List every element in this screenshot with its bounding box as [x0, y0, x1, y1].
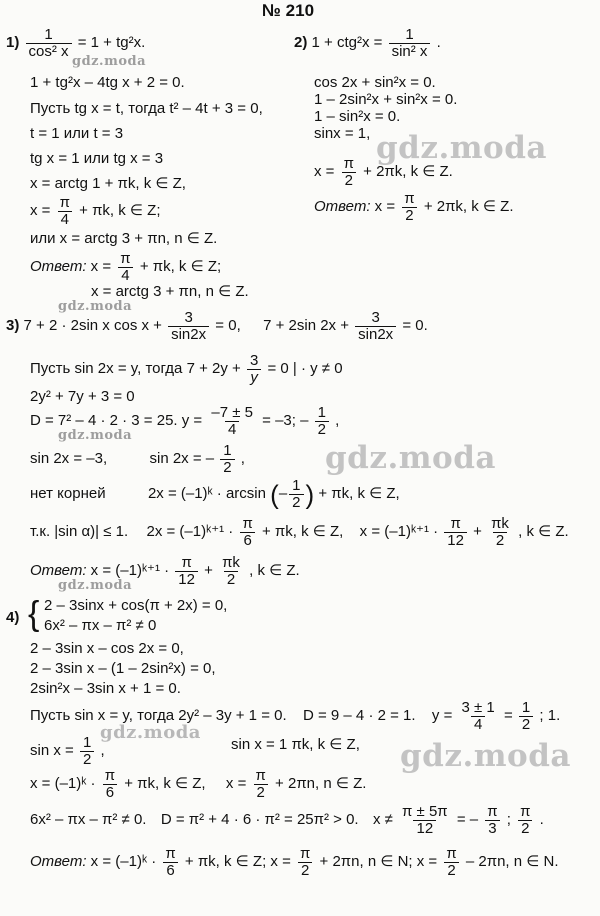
text: x =: [314, 163, 335, 181]
text: =: [503, 707, 513, 725]
text: sin x =: [30, 742, 74, 760]
part3-line: 2y² + 7y + 3 = 0: [30, 388, 135, 405]
denominator: 2: [224, 571, 238, 588]
text: –: [278, 485, 288, 503]
text: , k ∈ Z.: [518, 523, 569, 541]
text: .: [436, 34, 441, 52]
text: Пусть sin 2x = y, тогда 7 + 2y +: [30, 360, 241, 378]
numerator: πk: [491, 515, 509, 532]
text: ;: [506, 811, 511, 829]
fraction: [341, 156, 357, 189]
numerator: π: [450, 515, 461, 532]
text: .: [539, 811, 544, 829]
text: + 2πn, n ∈ N; x =: [319, 853, 438, 871]
numerator: π: [446, 845, 457, 862]
denominator: 2: [493, 532, 507, 549]
text: y =: [181, 412, 203, 430]
part3-line: [30, 478, 400, 511]
part1-line: Пусть tg x = t, тогда t² – 4t + 3 = 0,: [30, 100, 263, 117]
text: + πk, k ∈ Z;: [139, 258, 222, 276]
fraction: [253, 768, 269, 801]
part3-equation: [6, 310, 428, 343]
text: + 2πn, n ∈ Z.: [275, 775, 367, 793]
denominator: 2: [315, 421, 329, 438]
numerator: π: [520, 803, 531, 820]
denominator: sin2x: [168, 326, 209, 343]
part3-number: 3): [6, 317, 20, 335]
numerator: π: [165, 845, 176, 862]
text: – 2πn, n ∈ N.: [465, 853, 559, 871]
text: 1 + ctg²x =: [311, 34, 383, 52]
text: x = (–1)ᵏ⁺¹ ·: [359, 523, 439, 541]
text: x ≠: [372, 811, 393, 829]
text: +: [204, 562, 213, 580]
watermark: gdz.moda: [58, 299, 133, 314]
fraction: [517, 804, 533, 837]
denominator: 4: [118, 267, 132, 284]
fraction: [168, 310, 209, 343]
text: = –3; –: [262, 412, 309, 430]
text: + 2πk, k ∈ Z.: [363, 163, 453, 181]
fraction: [219, 555, 243, 588]
denominator: 6: [163, 862, 177, 879]
answer-label: Ответ:: [30, 562, 87, 580]
fraction: [220, 443, 234, 476]
numerator: π: [487, 803, 498, 820]
text: 2x = (–1)ᵏ · arcsin: [147, 485, 266, 503]
denominator: 6: [240, 532, 254, 549]
bracket: (: [270, 479, 279, 510]
denominator: 4: [225, 421, 239, 438]
numerator: 1: [223, 442, 232, 459]
numerator: π: [255, 767, 266, 784]
fraction: [443, 846, 459, 879]
watermark: gdz.moda: [400, 738, 571, 774]
system-line-2: 6x² – πx – π² ≠ 0: [44, 617, 157, 634]
fraction: [117, 251, 133, 284]
numerator: π: [104, 767, 116, 784]
part2-line: sinx = 1,: [314, 125, 371, 142]
fraction: [519, 700, 533, 733]
text: x =: [374, 198, 396, 216]
text: = 0 | · y ≠ 0: [267, 360, 343, 378]
text: ,: [100, 742, 105, 760]
text: 2x = (–1)ᵏ⁺¹ ·: [146, 523, 234, 541]
watermark: gdz.moda: [58, 578, 133, 593]
numerator: –7 ± 5: [211, 404, 253, 421]
fraction: [57, 195, 73, 228]
denominator: 2: [298, 862, 312, 879]
fraction: [389, 27, 431, 60]
bracket: ): [305, 479, 315, 510]
denominator: y: [247, 369, 261, 386]
text: = 0,: [215, 317, 241, 335]
denominator: cos² x: [26, 43, 72, 60]
text: D = π² + 4 · 6 · π² = 25π² > 0.: [160, 811, 359, 829]
text: +: [473, 523, 482, 541]
part4-line: [30, 768, 366, 801]
part4-line: sin x = 1 πk, k ∈ Z,: [231, 736, 360, 753]
text: x = (–1)ᵏ⁺¹ ·: [90, 562, 170, 580]
part4-number: 4): [6, 609, 20, 626]
text: = 0.: [402, 317, 428, 335]
text: Пусть sin x = y, тогда 2y² – 3y + 1 = 0.: [30, 707, 287, 725]
denominator: 2: [80, 751, 94, 768]
part2-answer: [314, 191, 514, 224]
part1-line: tg x = 1 или tg x = 3: [30, 150, 164, 167]
denominator: sin² x: [389, 43, 431, 60]
text: + πk, k ∈ Z,: [318, 485, 400, 503]
text: x = (–1)ᵏ ·: [30, 775, 96, 793]
part2-line: cos 2x + sin²x = 0.: [314, 74, 436, 91]
denominator: 2: [289, 494, 303, 511]
problem-title: № 210: [262, 1, 315, 20]
part4-line: [30, 804, 544, 837]
denominator: 2: [220, 459, 234, 476]
text: x = (–1)ᵏ ·: [90, 853, 157, 871]
text: x =: [30, 202, 51, 220]
text: , k ∈ Z.: [249, 562, 300, 580]
numerator: π: [181, 554, 192, 571]
denominator: 3: [485, 820, 499, 837]
denominator: 2: [402, 207, 416, 224]
numerator: 1: [405, 26, 414, 43]
part4-line: 2sin²x – 3sin x + 1 = 0.: [30, 680, 181, 697]
part2-line: 1 – 2sin²x + sin²x = 0.: [314, 91, 458, 108]
text: D = 7² – 4 · 2 · 3 = 25.: [30, 412, 178, 430]
answer-label: Ответ:: [30, 258, 87, 276]
text: 7 + 2 · 2sin x cos x +: [23, 317, 162, 335]
part1-answer: [30, 251, 221, 284]
fraction: [175, 555, 198, 588]
denominator: 12: [413, 820, 436, 837]
watermark: gdz.moda: [325, 440, 496, 476]
fraction: [484, 804, 500, 837]
denominator: 2: [254, 784, 268, 801]
numerator: 1: [44, 26, 53, 43]
fraction: [488, 516, 512, 549]
numerator: π ± 5π: [402, 803, 448, 820]
fraction: [26, 27, 72, 60]
denominator: 4: [471, 716, 485, 733]
numerator: π: [343, 155, 354, 172]
text: sin 2x = –3,: [30, 450, 108, 468]
fraction: [399, 804, 451, 837]
denominator: 2: [342, 172, 356, 189]
text: D = 9 – 4 · 2 = 1.: [302, 707, 416, 725]
denominator: 2: [519, 716, 533, 733]
part1-answer-line: x = arctg 3 + πn, n ∈ Z.: [91, 283, 249, 300]
system-line-1: 2 – 3sinx + cos(π + 2x) = 0,: [44, 597, 228, 614]
numerator: π: [242, 515, 253, 532]
text: x =: [90, 258, 112, 276]
fraction: [208, 405, 256, 438]
text: + πk, k ∈ Z,: [124, 775, 206, 793]
part1-number: 1): [6, 34, 20, 52]
text: + πk, k ∈ Z; x =: [184, 853, 291, 871]
denominator: sin2x: [355, 326, 396, 343]
fraction: [289, 478, 303, 511]
numerator: π: [120, 250, 131, 267]
watermark: gdz.moda: [58, 428, 133, 443]
part4-line: [30, 735, 105, 768]
text: 7 + 2sin 2x +: [263, 317, 349, 335]
denominator: 12: [175, 571, 198, 588]
numerator: π: [404, 190, 415, 207]
fraction: [247, 353, 261, 386]
text: y =: [431, 707, 453, 725]
fraction: [401, 191, 417, 224]
watermark: gdz.moda: [376, 130, 547, 166]
numerator: πk: [222, 554, 240, 571]
part4-line: 2 – 3sin x – (1 – 2sin²x) = 0,: [30, 660, 216, 677]
text: + πk, k ∈ Z;: [79, 202, 161, 220]
fraction: [459, 700, 498, 733]
fraction: [102, 768, 118, 801]
denominator: 2: [444, 862, 458, 879]
numerator: 1: [317, 404, 326, 421]
text: x =: [225, 775, 247, 793]
numerator: 3 ± 1: [461, 699, 495, 716]
watermark: gdz.moda: [72, 54, 147, 69]
part2-line: 1 – sin²x = 0.: [314, 108, 401, 125]
text: + πk, k ∈ Z,: [261, 523, 344, 541]
numerator: 1: [82, 734, 92, 751]
part1-line: 1 + tg²x – 4tg x + 2 = 0.: [30, 74, 185, 91]
numerator: 3: [249, 352, 259, 369]
text: = –: [456, 811, 479, 829]
text: = 1 + tg²x.: [77, 34, 146, 52]
fraction: [355, 310, 396, 343]
part4-answer: [30, 846, 559, 879]
fraction: [315, 405, 329, 438]
part4-line: 2 – 3sin x – cos 2x = 0,: [30, 640, 184, 657]
denominator: 4: [58, 211, 72, 228]
numerator: 1: [292, 477, 301, 494]
part2-equation: [294, 27, 441, 60]
denominator: 6: [103, 784, 117, 801]
fraction: [80, 735, 94, 768]
fraction: [297, 846, 313, 879]
text: + 2πk, k ∈ Z.: [423, 198, 514, 216]
part1-line: или x = arctg 3 + πn, n ∈ Z.: [30, 230, 218, 247]
watermark: gdz.moda: [100, 722, 201, 743]
text: т.к. |sin α)| ≤ 1.: [30, 523, 129, 541]
answer-label: Ответ:: [30, 853, 87, 871]
text: нет корней: [30, 485, 106, 503]
text: 6x² – πx – π² ≠ 0.: [30, 811, 147, 829]
fraction: [239, 516, 255, 549]
numerator: 3: [184, 309, 193, 326]
text: ,: [240, 450, 245, 468]
fraction: [444, 516, 467, 549]
part3-line: [30, 516, 569, 549]
denominator: 12: [444, 532, 467, 549]
part1-line: t = 1 или t = 3: [30, 125, 124, 142]
part2-number: 2): [294, 34, 308, 52]
denominator: 2: [518, 820, 532, 837]
text: ,: [335, 412, 340, 430]
text: sin 2x = –: [149, 450, 215, 468]
part1-line: x = arctg 1 + πk, k ∈ Z,: [30, 175, 186, 192]
part3-line: [30, 353, 343, 386]
text: ; 1.: [539, 707, 561, 725]
numerator: π: [300, 845, 311, 862]
numerator: π: [59, 194, 70, 211]
fraction: [162, 846, 178, 879]
answer-label: Ответ:: [314, 198, 371, 216]
numerator: 1: [521, 699, 531, 716]
system-brace: {: [28, 595, 40, 633]
numerator: 3: [371, 309, 380, 326]
part1-line: [30, 195, 160, 228]
part3-line: [30, 443, 245, 476]
